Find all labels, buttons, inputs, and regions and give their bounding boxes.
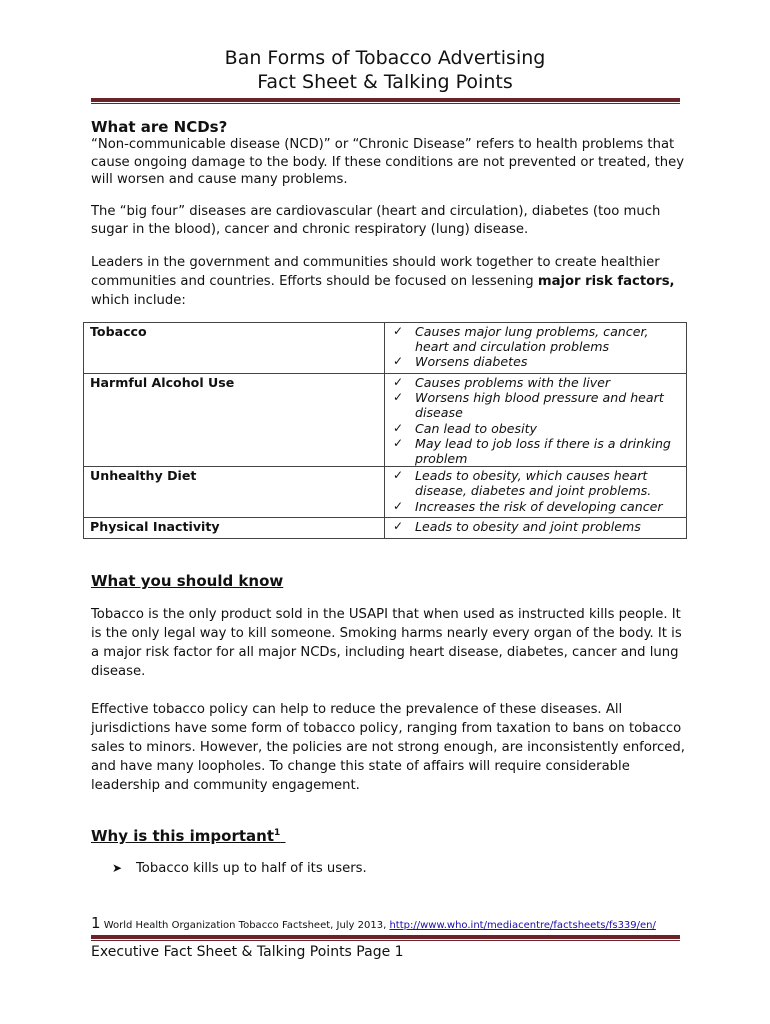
list-item xyxy=(112,861,367,876)
checkmark-icon: ✓ xyxy=(393,420,404,435)
risk-factors-emphasis: major risk factors, xyxy=(537,274,675,289)
table-row xyxy=(84,374,687,467)
risk-effects-cell xyxy=(385,323,687,374)
list-item: ✓ Leads to obesity and joint problems xyxy=(393,519,641,535)
know-paragraph-1: Tobacco is the only product sold in the USAPI that when used as instructed kills people. It is the only legal way to kill someone. Smoking harms nearly every organ of the body. It is a major risk factor for all major NCDs, including heart disease, diabetes, cancer and lung disease. xyxy=(91,607,682,679)
footnote-number: 1 xyxy=(91,914,101,932)
ncds-paragraph-2: The “big four” diseases are cardiovascular (heart and circulation), diabetes (too much sugar in the blood), cancer and chronic respiratory (lung) disease. xyxy=(91,204,661,237)
risk-factor-name: Harmful Alcohol Use xyxy=(84,374,385,467)
ncds-paragraph-3: Leaders in the government and communities should work together to create healthier communities and countries. Efforts should be focused on lessening major risk factors, which include: xyxy=(91,255,675,308)
checkmark-icon: ✓ xyxy=(393,324,404,338)
know-heading: What you should know xyxy=(91,572,284,590)
list-item: ✓ Leads to obesity, which causes heart disease, diabetes and joint problems. xyxy=(393,468,652,499)
risk-effects-cell xyxy=(385,467,687,518)
list-item: ✓ Causes major lung problems, cancer, heart and circulation problems xyxy=(393,324,649,355)
checkmark-icon: ✓ xyxy=(393,435,404,450)
important-heading: Why is this important$^1$ xyxy=(91,827,281,845)
risk-factor-name: Tobacco xyxy=(84,323,385,374)
header-rule xyxy=(91,98,680,104)
risk-effects-cell xyxy=(385,518,687,539)
ncds-heading: What are NCDs? xyxy=(91,118,228,136)
checkmark-icon: ✓ xyxy=(393,390,404,405)
risk-factor-name: Unhealthy Diet xyxy=(84,467,385,518)
footnote-reference[interactable]: 1 xyxy=(274,828,281,838)
list-item: ✓ Increases the risk of developing cancer xyxy=(393,498,663,514)
arrow-bullet-icon: ➤ xyxy=(112,861,123,875)
footnote-link[interactable]: http://www.who.int/mediacentre/factsheets/fs339/en/ xyxy=(389,920,656,931)
list-item: ✓ Worsens diabetes xyxy=(393,354,528,370)
list-item: ✓ Causes problems with the liver xyxy=(393,375,611,390)
bullet-text: Tobacco kills up to half of its users. xyxy=(136,861,367,876)
footnote xyxy=(91,914,656,932)
document-subtitle: Fact Sheet & Talking Points xyxy=(257,71,513,93)
list-item: ✓ Worsens high blood pressure and heart disease xyxy=(393,390,664,421)
ncds-paragraph-1: “Non-communicable disease (NCD)” or “Chronic Disease” refers to health problems that cause ongoing damage to the body. If these conditions are not prevented or treated, they will worsen and cause many problems. xyxy=(91,137,685,187)
list-item: ✓ Can lead to obesity xyxy=(393,420,538,436)
checkmark-icon: ✓ xyxy=(393,354,404,369)
risk-factor-name: Physical Inactivity xyxy=(84,518,385,539)
checkmark-icon: ✓ xyxy=(393,519,404,534)
know-paragraph-2: Effective tobacco policy can help to reduce the prevalence of these diseases. All jurisdictions have some form of tobacco policy, ranging from taxation to bans on tobacco sales to minors. However, the policies are not strong enough, are inconsistently enforced, and have many loopholes. To change this state of affairs will require considerable leadership and community engagement. xyxy=(91,702,685,793)
list-item: ✓ May lead to job loss if there is a drinking problem xyxy=(393,435,671,467)
footer-rule xyxy=(91,935,680,941)
page-footer: Executive Fact Sheet & Talking Points Page 1 xyxy=(91,944,404,960)
checkmark-icon: ✓ xyxy=(393,375,404,389)
footnote-text: World Health Organization Tobacco Factsheet, July 2013, xyxy=(100,920,390,931)
document-title: Ban Forms of Tobacco Advertising xyxy=(224,47,546,69)
table-row xyxy=(84,323,687,374)
table-row xyxy=(84,467,687,518)
checkmark-icon: ✓ xyxy=(393,468,404,483)
risk-factors-table xyxy=(83,322,687,539)
table-row xyxy=(84,518,687,539)
risk-effects-cell xyxy=(385,374,687,467)
checkmark-icon: ✓ xyxy=(393,498,404,513)
